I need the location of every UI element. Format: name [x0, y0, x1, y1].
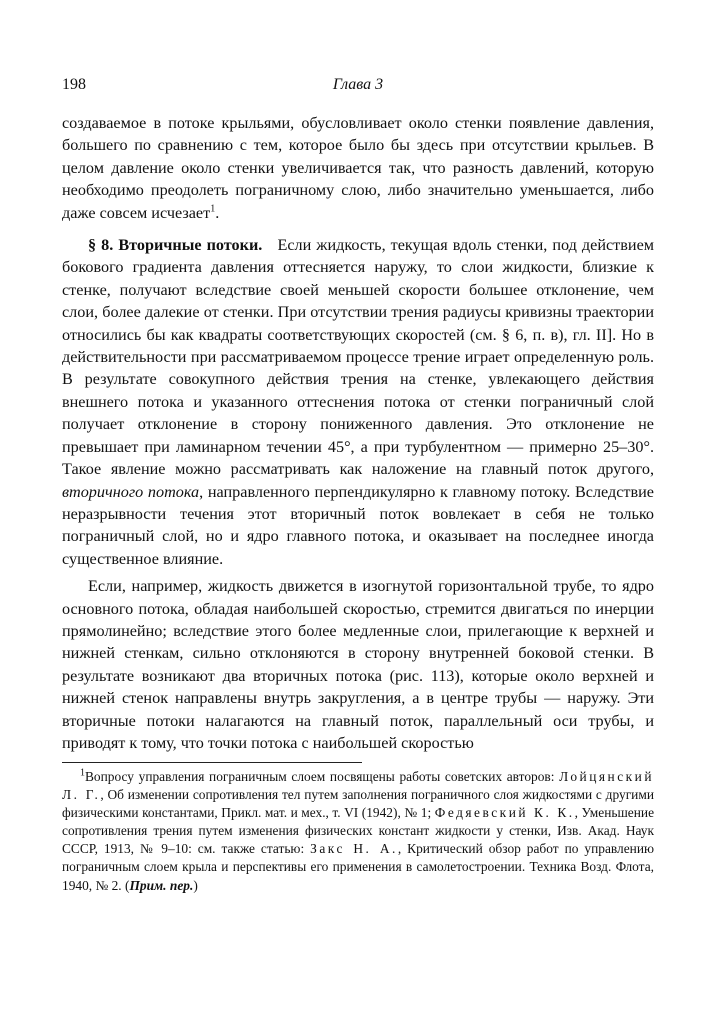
section-text-b: , направленного перпендикулярно к главному потоку. Вследствие неразрывности течения этот вторичный поток вовлекает в себя не только пограничный слой, но и ядро главного потока, и оказывает на последнее иногда существенное влияние.	[62, 482, 654, 568]
paragraph-3: Если, например, жидкость движется в изогнутой горизонтальной трубе, то ядро основного потока, обладая наибольшей скоростью, стремится двигаться по инерции прямолинейно; вследствие этого более медленные слои, прилегающие к верхней и нижней стенкам, сильно отклоняются в сторону внутренней боковой стенки. В результате возникают два вторичных потока (рис. 113), которые около верхней и нижней стенок направлены внутрь закругления, а в центре трубы — наружу. Эти вторичные потоки налагаются на главный поток, параллельный оси трубы, и приводят к тому, что точки потока с наибольшей скоростью	[62, 577, 654, 752]
footnote-text-2: , Об изменении сопротивления тел путем заполнения пограничного слоя жидкостями с другими физическими константами, Прикл. мат. и мех., т. VI (1942), № 1;	[62, 787, 654, 821]
footnote-text-5: )	[193, 877, 198, 893]
footnote-text-4: , Критический обзор работ по управлению пограничным слоем крыла и перспективы его применения в самолетостроении. Техника Возд. Флота, 1940, № 2. (	[62, 841, 654, 893]
translator-note: Прим. пер.	[129, 877, 194, 893]
chapter-title: Глава 3	[332, 76, 384, 93]
footnote-author-3: Закс Н. А.	[310, 841, 398, 857]
footnote-mark: 1	[80, 767, 85, 779]
footnote-author-2: Федяевский К. К.	[434, 805, 575, 821]
section-heading: § 8. Вторичные потоки.	[88, 236, 263, 255]
footnote-text-1: Вопросу управления пограничным слоем посвящены работы советских авторов:	[85, 769, 555, 784]
paragraph-1-text: создаваемое в потоке крыльями, обусловливает около стенки появление давления, большего по сравнению с тем, которое было бы здесь при отсутствии крыльев. В целом давление около стенки увеличивается так, что разность давлений, которую необходимо преодолеть пограничному слою, либо значительно уменьшается, либо даже совсем исчезает	[62, 114, 654, 222]
footnote-text	[62, 768, 654, 895]
footnote-divider	[62, 762, 362, 763]
footnote-reference[interactable]: 1	[210, 203, 216, 215]
section-text-a: Если жидкость, текущая вдоль стенки, под действием бокового градиента давления оттесняется наружу, то слои жидкости, близкие к стенке, получают вследствие своей меньшей скорости большее отклонение, чем слои, более далекие от стенки. При отсутствии трения радиусы кривизны траектории относились бы как квадраты соответствующих скоростей (см. § 6, п. в), гл. II]. Но в действительности при рассматриваемом процессе трение играет определенную роль. В результате совокупного действия трения на стенке, увлекающего действия внешнего потока и указанного оттеснения потока от стенки пограничный слой получает отклонение в сторону пониженного давления. Это отклонение не превышает при ламинарном течении 45°, а при турбулентном — примерно 25–30°. Такое явление можно рассматривать как наложение на главный поток другого,	[62, 236, 654, 479]
footnote-author-1: Лойцянский Л. Г.	[62, 769, 654, 803]
footnote-text-3: , Уменьшение сопротивления трения путем изменения физических констант жидкости у стенки, Изв. Акад. Наук СССР, 1913, № 9–10: см. также статью:	[62, 805, 655, 857]
paragraph-1-end: .	[215, 203, 220, 222]
footnote	[62, 768, 654, 895]
section-term: вторичного потока	[62, 482, 200, 501]
section-8-paragraph	[62, 234, 654, 570]
body-text	[62, 112, 654, 754]
paragraph-1	[62, 112, 654, 224]
page-number: 198	[62, 76, 86, 93]
page-header	[62, 76, 654, 98]
